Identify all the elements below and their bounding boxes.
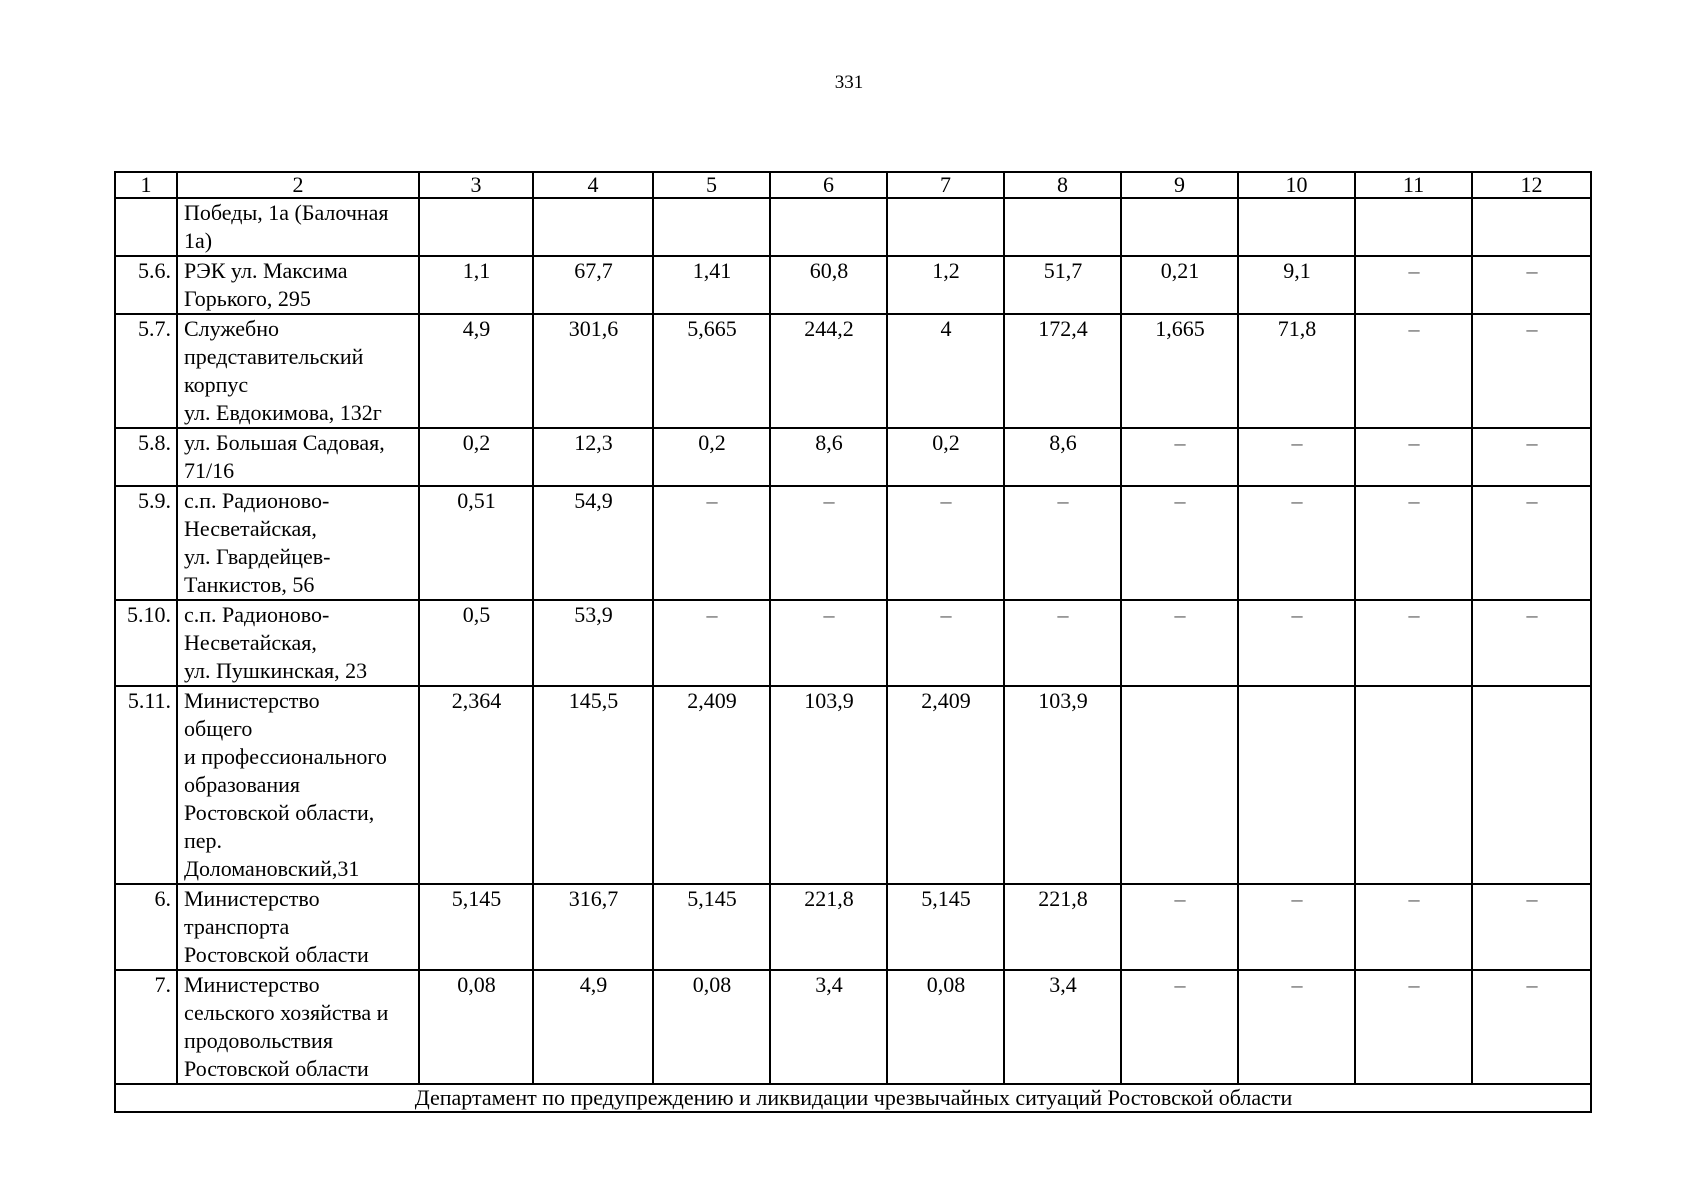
value-cell: – [1238,428,1355,486]
row-number: 5.10. [115,600,177,686]
row-name-line: ул. Пушкинская, 23 [184,658,368,683]
value-cell: 4 [887,314,1004,428]
row-name [177,198,419,256]
table-row [115,970,1591,1084]
value-cell: – [1121,486,1238,600]
header-cell: 2 [177,172,419,198]
row-number: 5.6. [115,256,177,314]
value-cell: 172,4 [1004,314,1121,428]
row-name-line: РЭК ул. Максима [184,258,348,283]
value-cell: – [1238,884,1355,970]
row-name [177,884,419,970]
value-cell: – [1238,486,1355,600]
row-name-line: ул. Гвардейцев- [184,544,331,569]
table-row [115,428,1591,486]
row-name-line: транспорта [184,914,290,939]
row-name-line: Ростовской области [184,1056,369,1081]
value-cell [1121,686,1238,884]
value-cell: 5,665 [653,314,770,428]
value-cell: 316,7 [533,884,653,970]
row-name-line: представительский [184,344,364,369]
header-cell: 1 [115,172,177,198]
value-cell [1355,198,1472,256]
value-cell [653,198,770,256]
value-cell [533,198,653,256]
department-row [115,1084,1591,1112]
row-name [177,428,419,486]
header-cell: 7 [887,172,1004,198]
value-cell: 5,145 [887,884,1004,970]
row-name-line: 1а) [184,228,213,253]
value-cell: 103,9 [770,686,887,884]
value-cell: – [1355,486,1472,600]
value-cell [1238,686,1355,884]
value-cell [1355,686,1472,884]
value-cell: 8,6 [1004,428,1121,486]
value-cell: 51,7 [1004,256,1121,314]
value-cell: – [887,486,1004,600]
value-cell: 8,6 [770,428,887,486]
row-name-line: и профессионального [184,744,387,769]
value-cell [1121,198,1238,256]
value-cell: – [1238,600,1355,686]
row-number: 7. [115,970,177,1084]
table-row [115,486,1591,600]
value-cell: – [770,486,887,600]
row-name-line: пер. [184,828,223,853]
value-cell: – [1121,428,1238,486]
value-cell [1004,198,1121,256]
value-cell: 4,9 [533,970,653,1084]
value-cell: – [1355,884,1472,970]
row-name-line: Горького, 295 [184,286,311,311]
row-name-line: ул. Большая Садовая, [184,430,385,455]
value-cell: 67,7 [533,256,653,314]
value-cell: – [653,486,770,600]
value-cell: – [1004,600,1121,686]
header-cell: 8 [1004,172,1121,198]
value-cell: – [1238,970,1355,1084]
row-name-line: ул. Евдокимова, 132г [184,400,382,425]
table-row [115,600,1591,686]
table-row [115,884,1591,970]
value-cell: 0,2 [887,428,1004,486]
value-cell [419,198,533,256]
value-cell: – [1355,314,1472,428]
value-cell: – [1121,884,1238,970]
row-name-line: сельского хозяйства и [184,1000,389,1025]
value-cell: 0,2 [653,428,770,486]
value-cell: 53,9 [533,600,653,686]
row-number [115,198,177,256]
value-cell: 1,41 [653,256,770,314]
row-name-line: Несветайская, [184,516,317,541]
value-cell: – [1472,884,1591,970]
header-cell: 4 [533,172,653,198]
value-cell: 5,145 [419,884,533,970]
value-cell: 301,6 [533,314,653,428]
value-cell: 60,8 [770,256,887,314]
row-number: 5.8. [115,428,177,486]
value-cell: – [1472,970,1591,1084]
value-cell: 0,51 [419,486,533,600]
row-name-line: Несветайская, [184,630,317,655]
row-name [177,600,419,686]
header-cell: 3 [419,172,533,198]
row-name-line: образования [184,772,301,797]
data-table [114,171,1592,1113]
value-cell: 145,5 [533,686,653,884]
row-name-line: Служебно [184,316,280,341]
value-cell: – [1121,600,1238,686]
row-name-line: Доломановский,31 [184,856,360,881]
table-row [115,198,1591,256]
value-cell: 2,409 [653,686,770,884]
row-name-line: 71/16 [184,458,235,483]
row-number: 5.9. [115,486,177,600]
table-row [115,256,1591,314]
row-name [177,686,419,884]
row-name-line: Танкистов, 56 [184,572,315,597]
value-cell: 0,08 [653,970,770,1084]
value-cell: – [1472,486,1591,600]
value-cell: 3,4 [1004,970,1121,1084]
row-name-line: Ростовской области [184,942,369,967]
value-cell: 1,2 [887,256,1004,314]
row-name [177,256,419,314]
row-name-line: Победы, 1а (Балочная [184,200,389,225]
value-cell: 221,8 [1004,884,1121,970]
value-cell: – [770,600,887,686]
value-cell: 2,364 [419,686,533,884]
value-cell: 1,1 [419,256,533,314]
row-name-line: Министерство [184,688,320,713]
row-number: 5.7. [115,314,177,428]
header-cell: 10 [1238,172,1355,198]
row-name [177,314,419,428]
value-cell: – [887,600,1004,686]
table-row [115,686,1591,884]
row-name-line: Министерство [184,886,320,911]
header-row [115,172,1591,198]
header-cell: 12 [1472,172,1591,198]
value-cell [1472,686,1591,884]
row-name-line: продовольствия [184,1028,333,1053]
value-cell: – [1004,486,1121,600]
value-cell [1238,198,1355,256]
value-cell: 71,8 [1238,314,1355,428]
row-name-line: общего [184,716,253,741]
value-cell: 2,409 [887,686,1004,884]
row-name [177,970,419,1084]
row-name-line: с.п. Радионово- [184,488,330,513]
value-cell: – [1472,314,1591,428]
value-cell: 54,9 [533,486,653,600]
value-cell: – [1355,428,1472,486]
row-number: 5.11. [115,686,177,884]
value-cell: – [1472,600,1591,686]
value-cell: 1,665 [1121,314,1238,428]
row-name-line: Ростовской области, [184,800,375,825]
row-name-line: с.п. Радионово- [184,602,330,627]
value-cell: 12,3 [533,428,653,486]
value-cell: 4,9 [419,314,533,428]
value-cell [887,198,1004,256]
row-name-line: Министерство [184,972,320,997]
header-cell: 6 [770,172,887,198]
value-cell: 221,8 [770,884,887,970]
value-cell [1472,198,1591,256]
value-cell: 3,4 [770,970,887,1084]
value-cell: 0,21 [1121,256,1238,314]
row-number: 6. [115,884,177,970]
value-cell: – [1355,600,1472,686]
value-cell: – [1355,970,1472,1084]
value-cell: – [653,600,770,686]
value-cell: – [1121,970,1238,1084]
value-cell: 103,9 [1004,686,1121,884]
value-cell: 9,1 [1238,256,1355,314]
row-name-line: корпус [184,372,249,397]
value-cell: – [1472,256,1591,314]
value-cell: 5,145 [653,884,770,970]
value-cell: – [1355,256,1472,314]
value-cell: 0,08 [419,970,533,1084]
header-cell: 11 [1355,172,1472,198]
value-cell [770,198,887,256]
value-cell: 0,2 [419,428,533,486]
department-title: Департамент по предупреждению и ликвидации чрезвычайных ситуаций Ростовской области [115,1084,1591,1112]
header-cell: 5 [653,172,770,198]
row-name [177,486,419,600]
table-row [115,314,1591,428]
page-number: 331 [834,72,864,93]
header-cell: 9 [1121,172,1238,198]
value-cell: – [1472,428,1591,486]
value-cell: 0,5 [419,600,533,686]
value-cell: 244,2 [770,314,887,428]
value-cell: 0,08 [887,970,1004,1084]
